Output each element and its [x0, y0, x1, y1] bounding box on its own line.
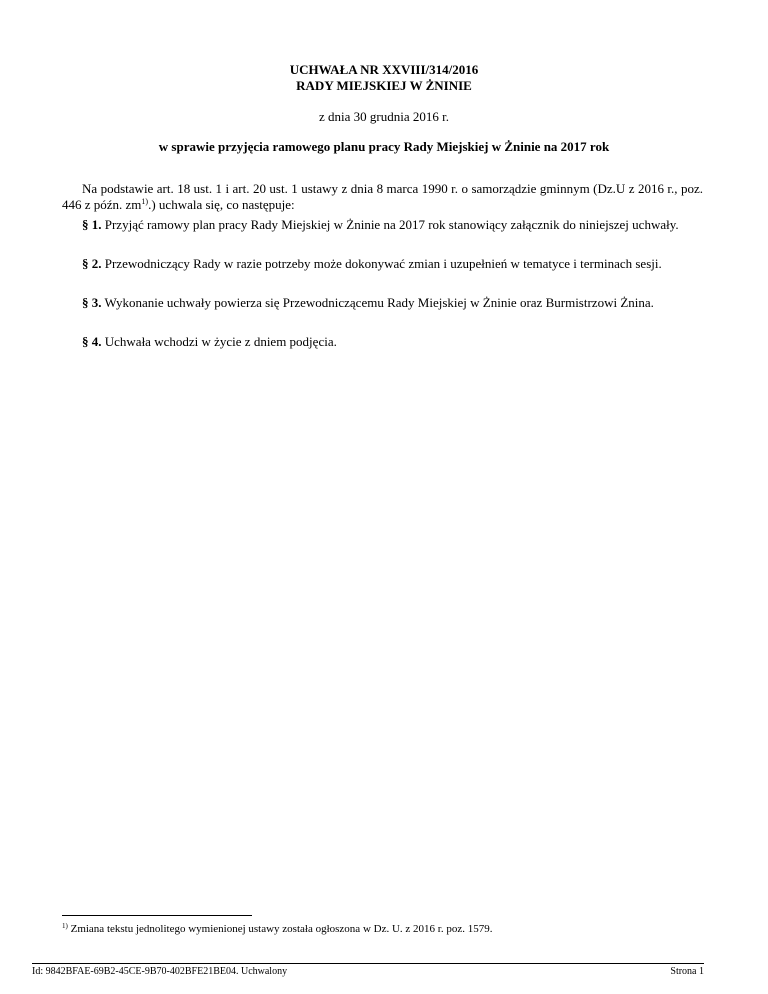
section-text: Przyjąć ramowy plan pracy Rady Miejskiej w Żninie na 2017 rok stanowiący załącznik do niniejszej uchwały. — [101, 217, 679, 232]
footnote-marker: 1) — [62, 922, 68, 930]
footnote — [62, 922, 703, 936]
footnote-reference: 1) — [141, 197, 149, 206]
document-title-line-1: UCHWAŁA NR XXVIII/314/2016 — [289, 62, 479, 77]
footer-divider — [32, 963, 704, 964]
section-number: § 2. — [82, 256, 102, 271]
section-number: § 3. — [82, 295, 102, 310]
section-number: § 4. — [82, 334, 102, 349]
document-title-line-2: RADY MIEJSKIEJ W ŻNINIE — [296, 78, 472, 93]
legal-basis-text-end: .) uchwala się, co następuje: — [148, 197, 295, 212]
document-subject: w sprawie przyjęcia ramowego planu pracy Rady Miejskiej w Żninie na 2017 rok — [158, 139, 610, 154]
footnote-text: Zmiana tekstu jednolitego wymienionej ustawy została ogłoszona w Dz. U. z 2016 r. poz. 1579. — [67, 923, 493, 935]
section-paragraph — [62, 334, 703, 350]
page-number: Strona 1 — [670, 966, 704, 977]
section-number: § 1. — [82, 217, 102, 232]
section-paragraph — [62, 295, 703, 311]
legal-basis-paragraph — [62, 181, 703, 213]
section-paragraph — [62, 217, 703, 233]
section-text: Przewodniczący Rady w razie potrzeby może dokonywać zmian i uzupełnień w tematyce i terminach sesji. — [101, 256, 662, 271]
document-date: z dnia 30 grudnia 2016 r. — [319, 109, 449, 124]
section-text: Uchwała wchodzi w życie z dniem podjęcia. — [101, 334, 337, 349]
footnote-divider — [62, 915, 252, 916]
document-id: Id: 9842BFAE-69B2-45CE-9B70-402BFE21BE04. Uchwalony — [32, 966, 288, 977]
section-text: Wykonanie uchwały powierza się Przewodniczącemu Rady Miejskiej w Żninie oraz Burmistrzowi Żnina. — [101, 295, 654, 310]
section-paragraph — [62, 256, 703, 272]
legal-basis-text: Na podstawie art. 18 ust. 1 i art. 20 ust. 1 ustawy z dnia 8 marca 1990 r. o samorządzie gminnym (Dz.U z 2016 r., poz. 446 z późn. zm — [62, 181, 703, 212]
